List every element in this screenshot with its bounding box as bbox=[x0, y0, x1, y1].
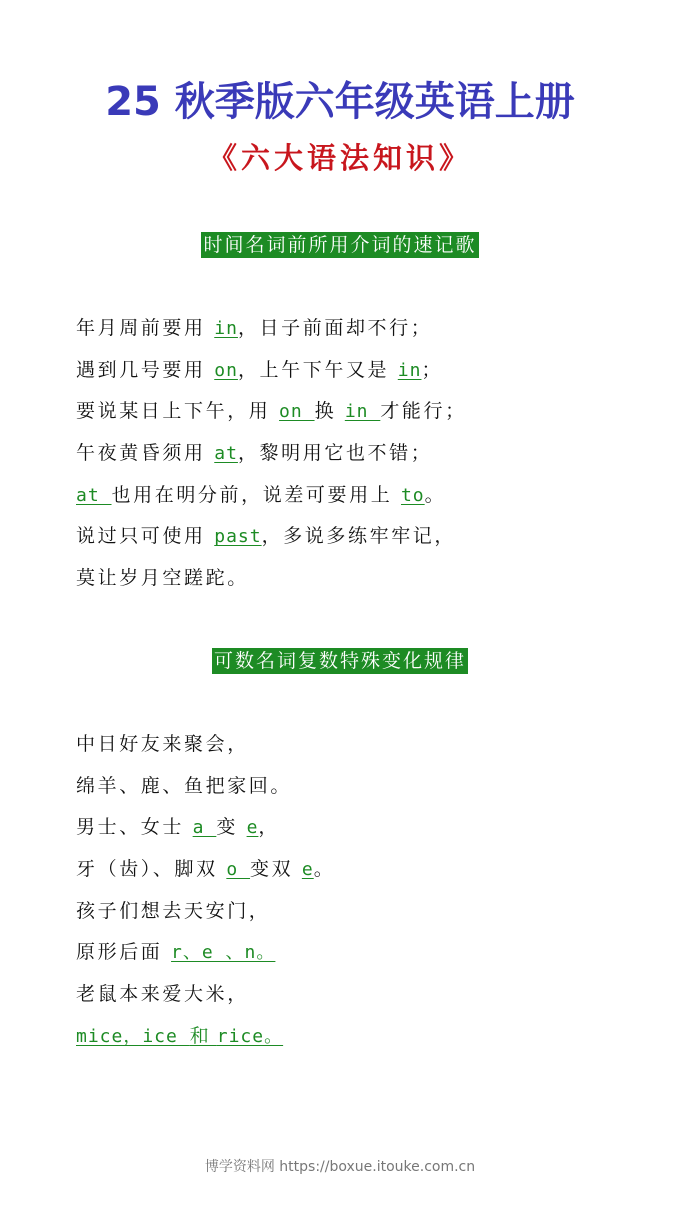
english-word: 和 bbox=[189, 1024, 217, 1047]
section-heading-plurals bbox=[0, 648, 680, 674]
poem-line bbox=[76, 1024, 656, 1066]
english-word: at bbox=[76, 484, 112, 506]
english-word: in bbox=[344, 401, 381, 423]
line-text: 莫让岁月空蹉跎。 bbox=[76, 567, 249, 590]
poem-line bbox=[76, 940, 656, 982]
english-word: at bbox=[214, 443, 238, 465]
line-text: 原形后面 bbox=[76, 941, 172, 964]
line-text: ，黎明用它也不错； bbox=[237, 442, 433, 465]
line-text: ， bbox=[258, 816, 281, 839]
poem-line bbox=[76, 982, 656, 1024]
english-word: e bbox=[246, 817, 259, 839]
poem-line bbox=[76, 358, 656, 400]
section-heading-label: 可数名词复数特殊变化规律 bbox=[213, 650, 466, 672]
line-text: 中日好友来聚会， bbox=[76, 733, 249, 755]
line-text: 要说某日上下午，用 bbox=[76, 400, 280, 423]
english-word: mice，ice bbox=[76, 1025, 190, 1047]
poem-line bbox=[76, 774, 656, 816]
line-text: 。 bbox=[313, 858, 336, 881]
english-word: to bbox=[400, 484, 425, 506]
line-text: 才能行； bbox=[380, 400, 467, 423]
poem-line bbox=[76, 524, 656, 566]
poem-line bbox=[76, 441, 656, 483]
poem-prepositions bbox=[76, 316, 656, 608]
english-word: rice。 bbox=[216, 1025, 284, 1047]
poem-line bbox=[76, 483, 656, 525]
poem-line bbox=[76, 316, 656, 358]
line-text: 变双 bbox=[250, 858, 302, 881]
line-text: 。 bbox=[424, 483, 447, 506]
english-word: past bbox=[214, 526, 262, 548]
english-word: r、e 、n。 bbox=[171, 942, 276, 964]
document-subtitle: 《六大语法知识》 bbox=[207, 141, 472, 175]
english-word: o bbox=[226, 859, 251, 881]
english-word: in bbox=[397, 359, 422, 381]
line-text: ，日子前面却不行； bbox=[237, 317, 433, 339]
line-text: 遇到几号要用 bbox=[76, 358, 215, 381]
line-text: 变 bbox=[216, 816, 247, 839]
poem-line bbox=[76, 399, 656, 441]
poem-line bbox=[76, 815, 656, 857]
poem-line bbox=[76, 899, 656, 941]
line-text: ； bbox=[421, 358, 444, 381]
english-word: on bbox=[279, 401, 315, 423]
line-text: 绵羊、鹿、鱼把家回。 bbox=[76, 774, 293, 797]
line-text: ，上午下午又是 bbox=[237, 358, 398, 381]
line-text: 说过只可使用 bbox=[76, 525, 215, 548]
english-word: on bbox=[214, 359, 238, 381]
line-text: 牙（齿）、脚双 bbox=[76, 858, 227, 881]
english-word: a bbox=[192, 817, 217, 839]
document-title: 25 秋季版六年级英语上册 bbox=[105, 79, 575, 125]
poem-line bbox=[76, 857, 656, 899]
english-word: in bbox=[214, 318, 238, 339]
english-word: e bbox=[301, 859, 314, 881]
line-text: 男士、女士 bbox=[76, 816, 193, 839]
section-heading-prepositions bbox=[0, 232, 680, 258]
line-text: ，多说多练牢牢记， bbox=[261, 525, 457, 548]
poem-plurals bbox=[76, 732, 656, 1066]
poem-line bbox=[76, 566, 656, 608]
section-heading-label: 时间名词前所用介词的速记歌 bbox=[203, 234, 477, 256]
poem-line bbox=[76, 732, 656, 774]
line-text: 年月周前要用 bbox=[76, 317, 215, 339]
footer-watermark: 博学资料网 https://boxue.itouke.com.cn bbox=[204, 1159, 476, 1175]
line-text: 午夜黄昏须用 bbox=[76, 442, 215, 465]
line-text: 换 bbox=[314, 400, 345, 423]
line-text: 老鼠本来爱大米， bbox=[76, 983, 249, 1006]
line-text: 也用在明分前，说差可要用上 bbox=[111, 483, 401, 506]
line-text: 孩子们想去天安门， bbox=[76, 899, 271, 922]
